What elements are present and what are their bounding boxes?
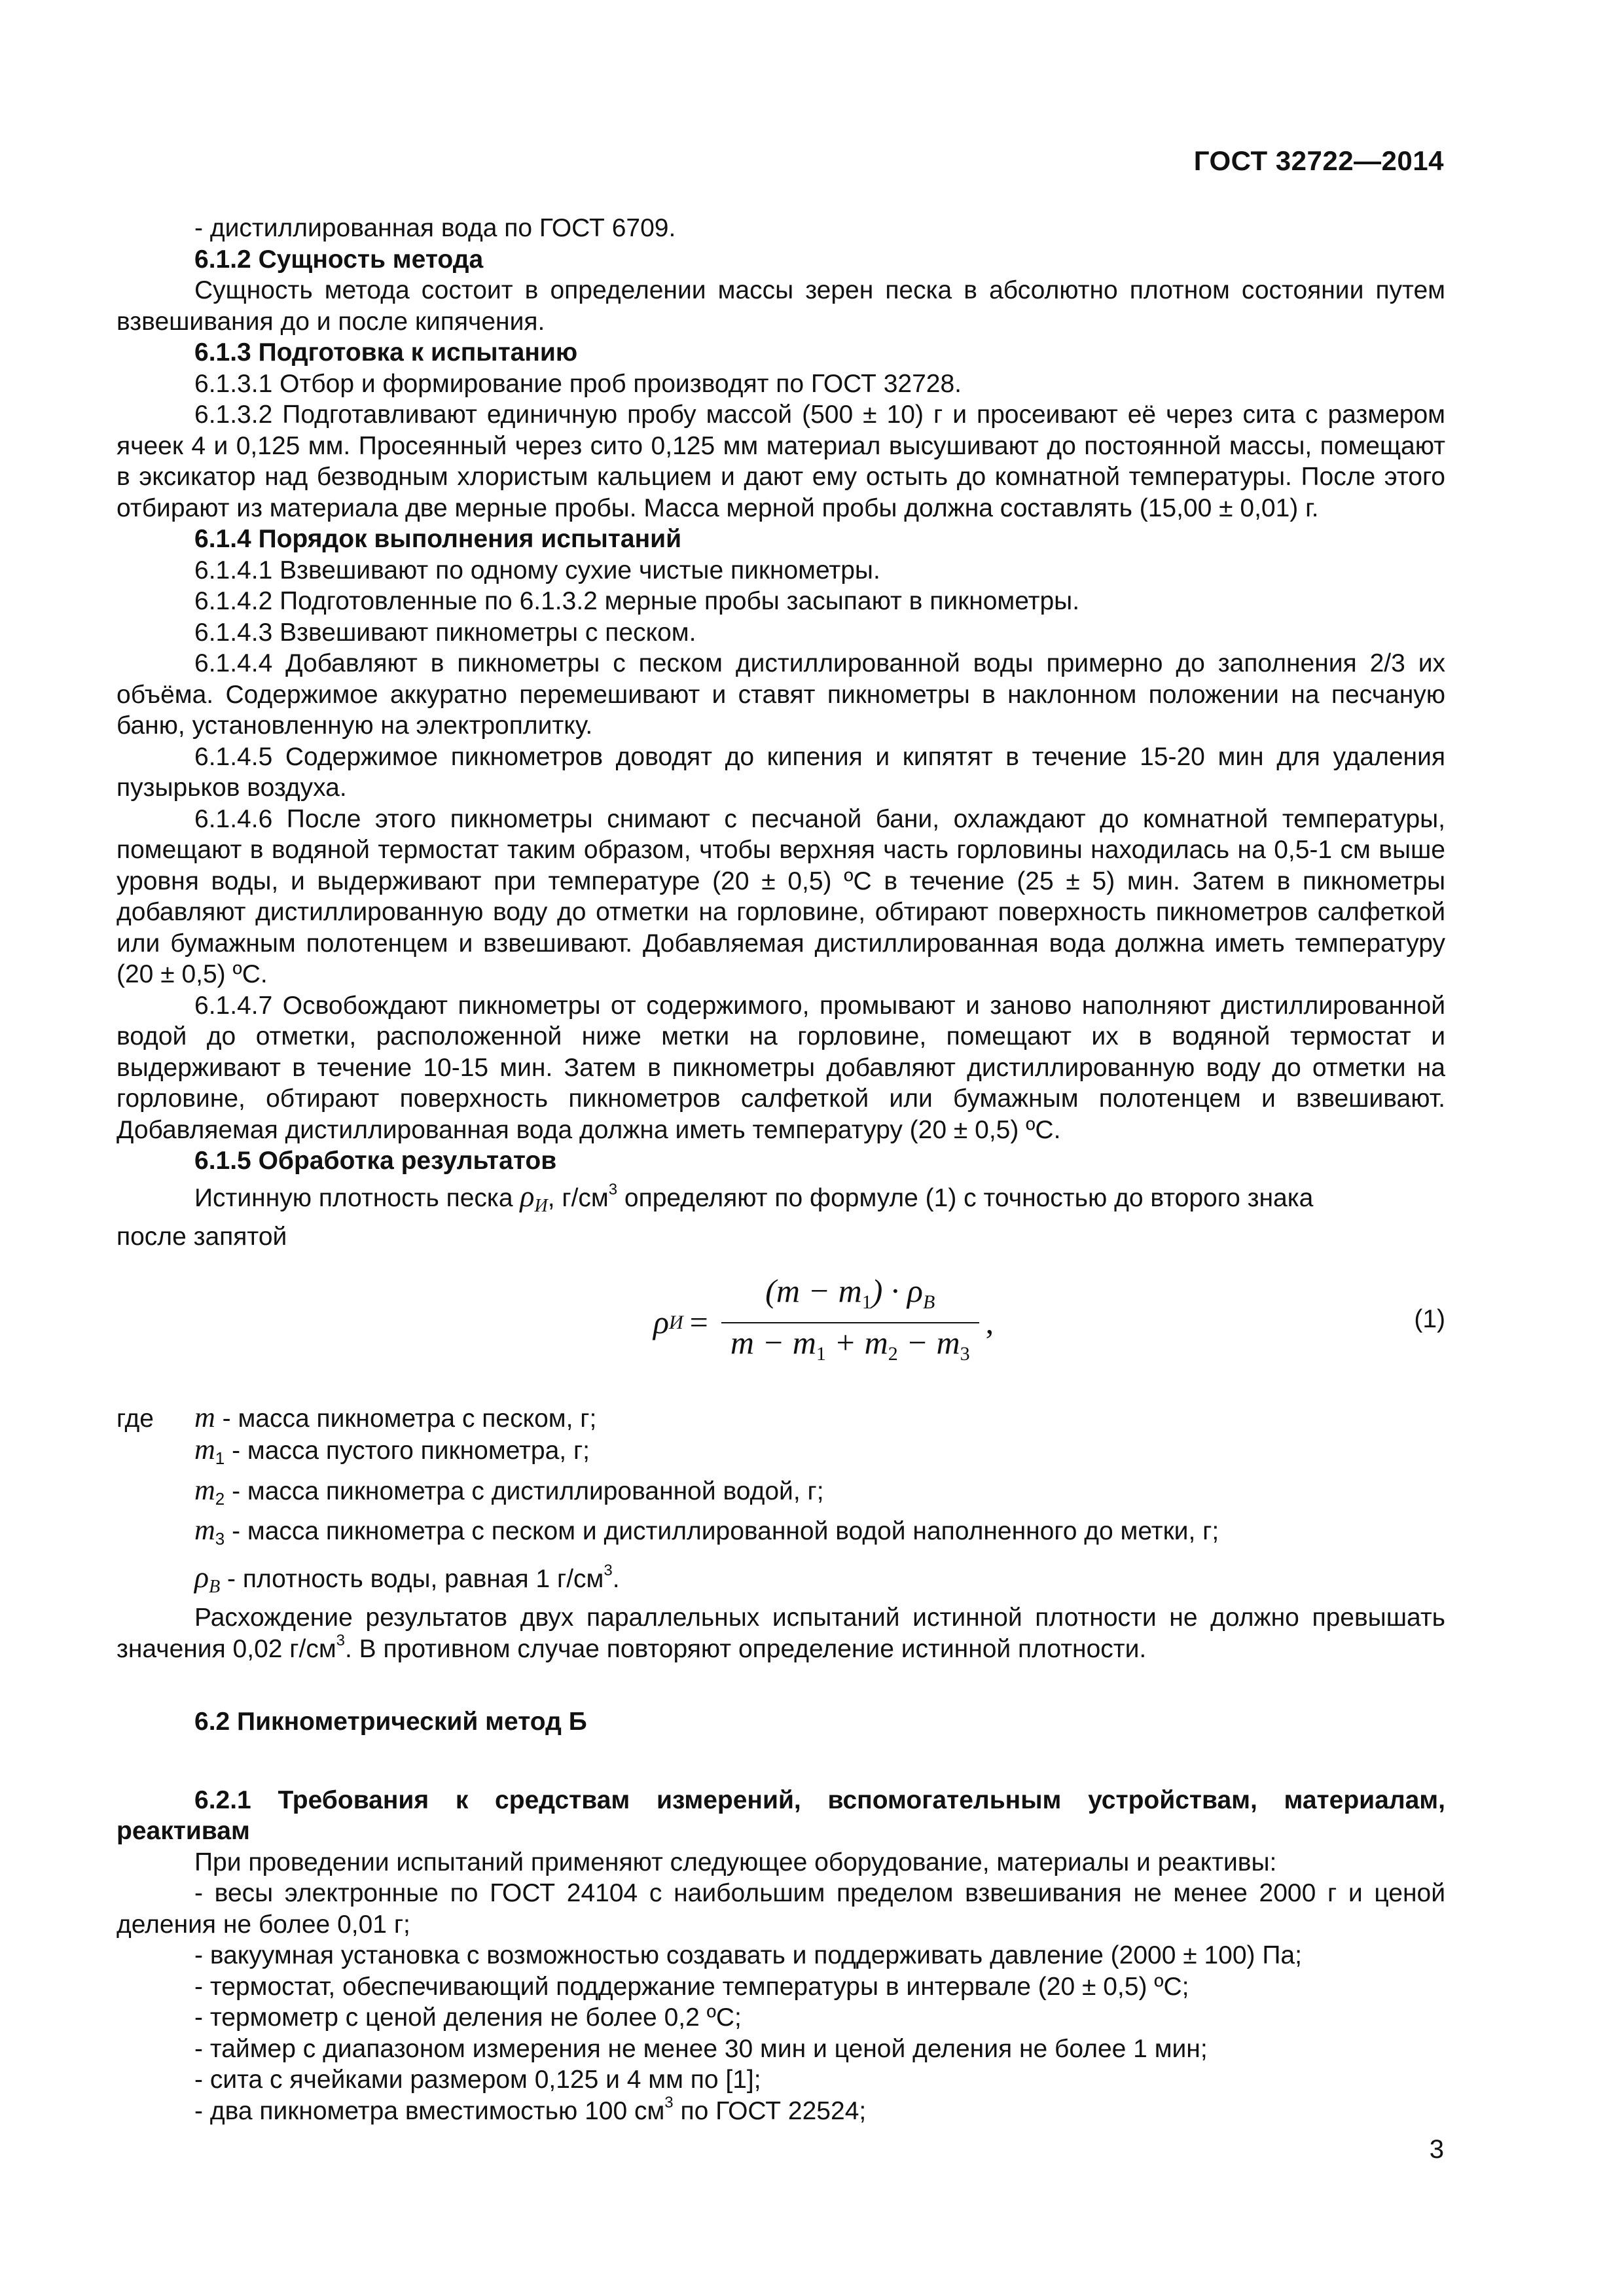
paragraph-6-1-4-5: 6.1.4.5 Содержимое пикнометров доводят до кипения и кипятят в течение 15-20 мин для удаления пузырьков воздуха. — [117, 742, 1445, 802]
heading-6-2-1: 6.2.1 Требования к средствам измерений, вспомогательным устройствам, материалам, реактивам — [117, 1785, 1445, 1845]
rho-subscript: И — [534, 1195, 548, 1216]
paragraph-6-1-2: Сущность метода состоит в определении массы зерен песка в абсолютно плотном состоянии путем взвешивания до и после кипячения. — [117, 276, 1445, 336]
equipment-item: - термометр с ценой деления не более 0,2 ºС; — [194, 2003, 742, 2032]
equipment-intro: При проведении испытаний применяют следующее оборудование, материалы и реактивы: — [194, 1848, 1277, 1876]
formula-fraction — [721, 1272, 979, 1369]
var-m3-sub: 3 — [215, 1529, 225, 1549]
num-sub-1: 1 — [861, 1291, 872, 1313]
var-m: m — [194, 1401, 215, 1433]
formula-denominator — [721, 1322, 979, 1370]
heading-6-2: 6.2 Пикнометрический метод Б — [194, 1708, 587, 1736]
formula-number: (1) — [1414, 1304, 1445, 1333]
equipment-item: - сита с ячейками размером 0,125 и 4 мм по [1]; — [194, 2066, 761, 2094]
num-part-2: ) · ρ — [871, 1272, 923, 1309]
page-body — [117, 213, 1445, 2126]
rho-symbol: ρ — [520, 1179, 535, 1213]
rho-unit-exponent: 3 — [604, 1561, 613, 1579]
var-m-desc: - масса пикнометра с песком, г; — [215, 1404, 597, 1433]
document-header: ГОСТ 32722—2014 — [1193, 145, 1444, 176]
reagent-line: - дистиллированная вода по ГОСТ 6709. — [194, 214, 676, 242]
heading-6-1-5: 6.1.5 Обработка результатов — [194, 1147, 557, 1175]
var-m1-sub: 1 — [215, 1448, 225, 1468]
where-m3-text — [194, 1515, 1445, 1555]
unit-exponent: 3 — [608, 1180, 618, 1198]
var-m2-sub: 2 — [215, 1488, 225, 1509]
den-part-1: m − m — [730, 1323, 816, 1361]
density-unit: , г/см — [547, 1183, 609, 1212]
den-sub-2: 2 — [888, 1342, 898, 1365]
var-m2: m — [194, 1473, 215, 1506]
heading-6-1-4: 6.1.4 Порядок выполнения испытаний — [194, 525, 682, 553]
where-m1-text — [194, 1434, 1445, 1475]
var-rho-end: . — [612, 1564, 620, 1593]
paragraph-6-1-3-2: 6.1.3.2 Подготавливают единичную пробу массой (500 ± 10) г и просеивают её через сита с размером ячеек 4 и 0,125 мм. Просеянный через сито 0,125 мм материал высушивают до постоянной массы, помещают в эксикатор над безводным хлористым кальцием и дают ему остыть до комнатной температуры. После этого отбирают из материала две мерные пробы. Масса мерной пробы должна составлять (15,00 ± 0,01) г. — [117, 401, 1445, 522]
paragraph-6-1-4-2: 6.1.4.2 Подготовленные по 6.1.3.2 мерные пробы засыпают в пикнометры. — [194, 587, 1080, 615]
var-rho-desc: - плотность воды, равная 1 г/см — [220, 1564, 604, 1593]
den-sub-3: 3 — [960, 1342, 970, 1365]
equipment-item: - таймер с диапазоном измерения не менее 30 мин и ценой деления не более 1 мин; — [194, 2034, 1208, 2063]
den-part-2: + m — [825, 1323, 888, 1361]
den-sub-1: 1 — [816, 1342, 826, 1365]
equipment-item-pycnometer — [117, 2093, 1445, 2127]
where-row-m2 — [117, 1475, 1445, 1515]
formula-numerator — [756, 1272, 944, 1322]
where-m2-text — [194, 1475, 1445, 1515]
paragraph-6-1-4-3: 6.1.4.3 Взвешивают пикнометры с песком. — [194, 618, 696, 647]
formula-1 — [117, 1261, 1445, 1385]
var-m3: m — [194, 1514, 215, 1546]
var-m1-desc: - масса пустого пикнометра, г; — [225, 1437, 590, 1465]
formula-equals: = — [689, 1303, 708, 1340]
var-rho-sub: В — [209, 1576, 221, 1597]
var-m2-desc: - масса пикнометра с дистиллированной водой, г; — [225, 1477, 824, 1505]
page-number: 3 — [1429, 2135, 1444, 2164]
where-rho-text — [194, 1562, 1445, 1603]
discrepancy-lead: Расхождение результатов двух параллельных испытаний истинной плотности не должно превышать значения 0,02 г/см — [117, 1604, 1445, 1663]
equipment-item: - термостат, обеспечивающий поддержание температуры в интервале (20 ± 0,5) ºС; — [194, 1972, 1189, 2001]
paragraph-6-1-4-4: 6.1.4.4 Добавляют в пикнометры с песком дистиллированной воды примерно до заполнения 2/3 их объёма. Содержимое аккуратно перемешивают и ставят пикнометры в наклонном положении на песчаную баню, установленную на электроплитку. — [117, 649, 1445, 740]
where-row-m3 — [117, 1515, 1445, 1555]
density-text-tail: определяют по формуле (1) с точностью до второго знака — [617, 1183, 1314, 1212]
var-rho: ρ — [194, 1560, 209, 1594]
density-text-lead: Истинную плотность песка — [194, 1183, 513, 1212]
num-sub-b: В — [922, 1291, 935, 1313]
paragraph-6-1-4-6: 6.1.4.6 После этого пикнометры снимают с песчаной бани, охлаждают до комнатной температуры, помещают в водяной термостат таким образом, чтобы верхняя часть горловины находилась на 0,5-1 см выше уровня воды, и выдерживают при температуре (20 ± 0,5) ºС в течение (25 ± 5) мин. Затем в пикнометры добавляют дистиллированную воду до отметки на горловине, обтирают поверхность пикнометров салфеткой или бумажным полотенцем и взвешивают. Добавляемая дистиллированная вода должна иметь температуру (20 ± 0,5) ºС. — [117, 804, 1445, 988]
formula-comma: , — [985, 1303, 994, 1340]
where-row-m — [117, 1402, 1445, 1435]
paragraph-6-1-5-cont: после запятой — [117, 1223, 287, 1251]
paragraph-6-1-4-7: 6.1.4.7 Освобождают пикнометры от содержимого, промывают и заново наполняют дистиллированной водой до отметки, расположенной ниже метки на горловине, помещают их в водяной термостат и выдерживают в течение 10-15 мин. Затем в пикнометры добавляют дистиллированную воду до отметки на горловине, обтирают поверхность пикнометров салфеткой или бумажным полотенцем и взвешивают. Добавляемая дистиллированная вода должна иметь температуру (20 ± 0,5) ºС. — [117, 991, 1445, 1144]
pycnometer-lead: - два пикнометра вместимостью 100 см — [194, 2096, 665, 2125]
where-m-text — [194, 1402, 1445, 1435]
where-row-rho — [117, 1562, 1445, 1603]
den-part-3: − m — [897, 1323, 960, 1361]
paragraph-6-1-4-1: 6.1.4.1 Взвешивают по одному сухие чистые пикнометры. — [194, 556, 880, 584]
var-m3-desc: - масса пикнометра с песком и дистиллированной водой наполненного до метки, г; — [225, 1517, 1219, 1545]
equipment-item: - вакуумная установка с возможностью создавать и поддерживать давление (2000 ± 100) Па; — [194, 1941, 1302, 1969]
paragraph-6-1-5 — [117, 1181, 1445, 1222]
equipment-item: - весы электронные по ГОСТ 24104 с наибольшим пределом взвешивания не менее 2000 г и ценой деления не более 0,01 г; — [117, 1879, 1445, 1939]
where-row-m1 — [117, 1434, 1445, 1475]
formula-lhs: ρ — [653, 1303, 669, 1340]
pycnometer-exponent: 3 — [664, 2093, 674, 2111]
var-m1: m — [194, 1433, 215, 1465]
heading-6-1-3: 6.1.3 Подготовка к испытанию — [194, 338, 578, 367]
heading-6-1-2: 6.1.2 Сущность метода — [194, 245, 484, 274]
paragraph-6-1-3-1: 6.1.3.1 Отбор и формирование проб производят по ГОСТ 32728. — [194, 369, 962, 398]
discrepancy-exponent: 3 — [336, 1631, 346, 1649]
formula-expression — [653, 1261, 994, 1385]
discrepancy-paragraph — [117, 1602, 1445, 1664]
pycnometer-tail: по ГОСТ 22524; — [673, 2096, 867, 2125]
formula-lhs-sub: И — [669, 1311, 683, 1333]
where-label: где — [117, 1404, 154, 1433]
num-part-1: (m − m — [765, 1272, 862, 1309]
discrepancy-tail: . В противном случае повторяют определение истинной плотности. — [345, 1634, 1147, 1663]
where-block — [117, 1402, 1445, 1665]
